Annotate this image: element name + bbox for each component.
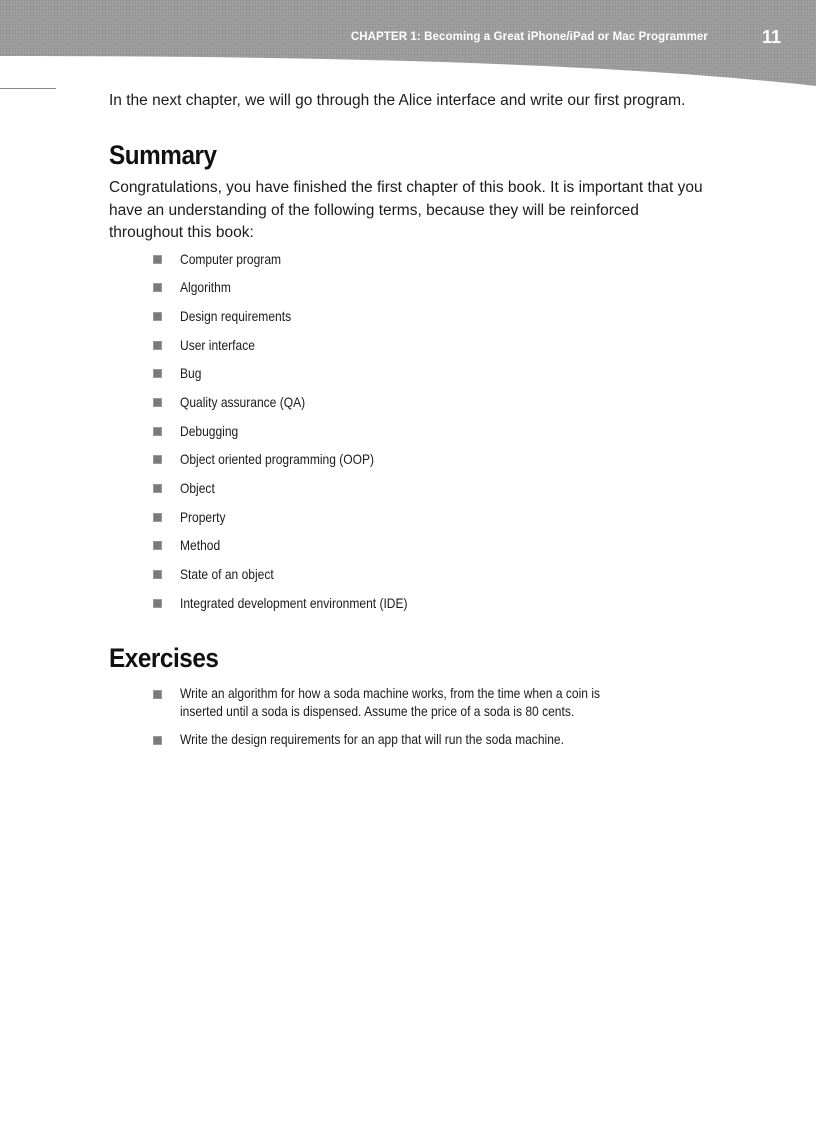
square-bullet-icon	[153, 312, 162, 321]
square-bullet-icon	[153, 455, 162, 464]
square-bullet-icon	[153, 513, 162, 522]
terms-list	[109, 249, 729, 622]
square-bullet-icon	[153, 484, 162, 493]
exercises-heading: Exercises	[109, 643, 219, 674]
list-item: Object	[109, 478, 729, 507]
summary-paragraph-line: have an understanding of the following terms, because they will be reinforced	[109, 201, 639, 219]
exercise-item	[109, 684, 729, 720]
square-bullet-icon	[153, 541, 162, 550]
list-item: Algorithm	[109, 277, 729, 306]
list-item: Object oriented programming (OOP)	[109, 449, 729, 478]
square-bullet-icon	[153, 570, 162, 579]
exercise-line: Write the design requirements for an app that will run the soda machine.	[180, 731, 564, 748]
intro-paragraph: In the next chapter, we will go through the Alice interface and write our first program.	[109, 92, 686, 109]
margin-rule	[0, 88, 56, 89]
list-item: Property	[109, 507, 729, 536]
page-content	[109, 90, 729, 758]
exercise-line: inserted until a soda is dispensed. Assume the price of a soda is 80 cents.	[180, 703, 575, 720]
summary-paragraph-line: throughout this book:	[109, 224, 254, 241]
square-bullet-icon	[153, 690, 162, 699]
list-item: Debugging	[109, 421, 729, 450]
square-bullet-icon	[153, 427, 162, 436]
square-bullet-icon	[153, 736, 162, 745]
summary-heading: Summary	[109, 140, 217, 170]
list-item: State of an object	[109, 564, 729, 593]
square-bullet-icon	[153, 283, 162, 292]
square-bullet-icon	[153, 398, 162, 407]
running-header-chapter-title: CHAPTER 1: Becoming a Great iPhone/iPad or Mac Programmer	[350, 31, 708, 43]
exercise-item	[109, 730, 729, 748]
list-item: Computer program	[109, 249, 729, 278]
list-item: Method	[109, 535, 729, 564]
exercise-line: Write an algorithm for how a soda machine works, from the time when a coin is	[180, 685, 601, 702]
list-item: User interface	[109, 335, 729, 364]
list-item: Quality assurance (QA)	[109, 392, 729, 421]
summary-paragraph-line: Congratulations, you have finished the first chapter of this book. It is important that you	[109, 179, 703, 196]
list-item: Integrated development environment (IDE)	[109, 593, 729, 622]
list-item: Design requirements	[109, 306, 729, 335]
square-bullet-icon	[153, 341, 162, 350]
square-bullet-icon	[153, 255, 162, 264]
header-band-shape	[0, 0, 816, 90]
square-bullet-icon	[153, 599, 162, 608]
exercises-list	[109, 684, 729, 748]
header-band	[0, 0, 816, 90]
page-number: 11	[762, 27, 782, 47]
list-item: Bug	[109, 363, 729, 392]
summary-paragraph	[109, 177, 729, 245]
square-bullet-icon	[153, 369, 162, 378]
